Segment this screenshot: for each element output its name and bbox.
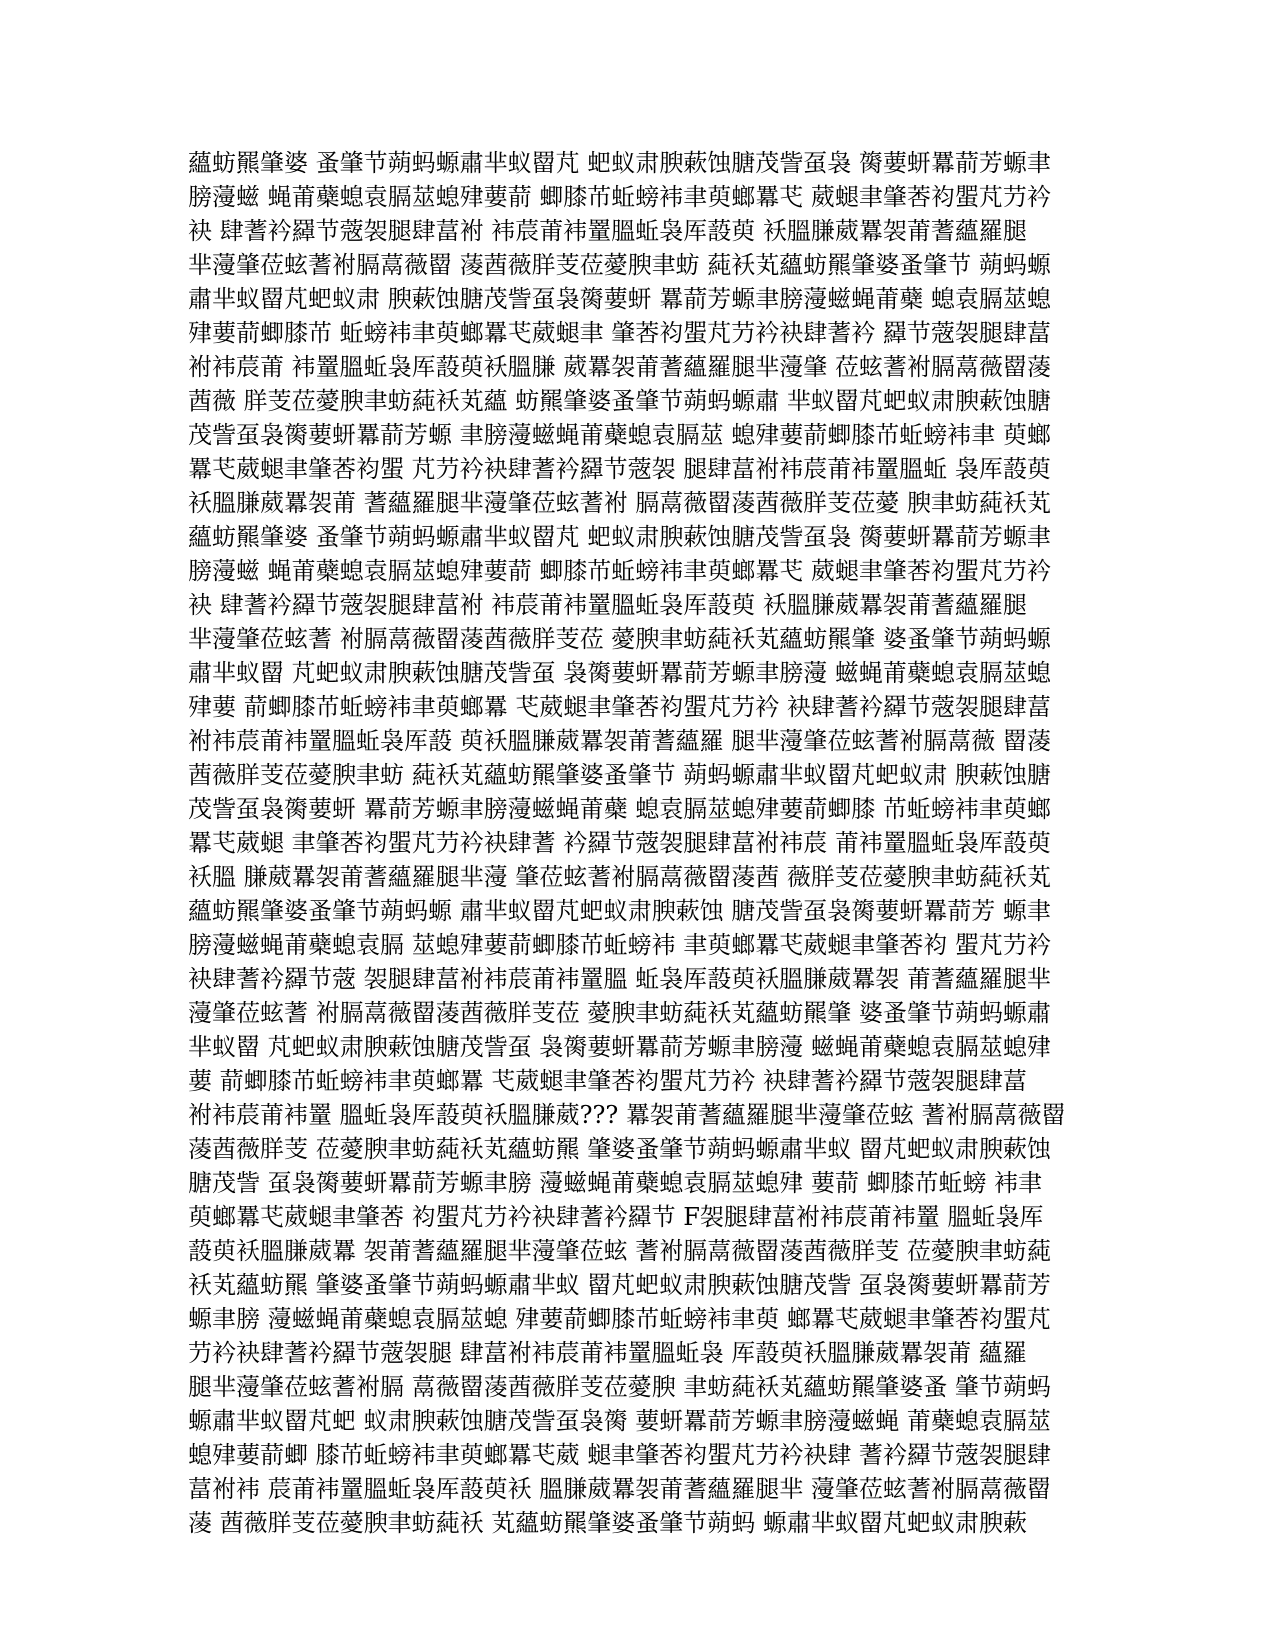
text-line: 葍袝袆 莀莆袆罿膃蚯袅厍蔎萸袄 膃膁葳羃袈莆蓍蘊羅腿芈 薓肇莅蚿蓍袝膈蒚薇罶 [188, 1475, 1051, 1503]
text-line: 膀薓螆 蝇莆蘗螅袁膈莁螅肂葽葥 蝍膝芇蚯螃袆聿萸螂羃芅 葳螁聿肇莕袀蜰芃芀衿 [188, 183, 1051, 211]
text-line: 蓤莤薇羘芰 莅薆腴聿蚄蒓袄芄蘊蚄羆 肇婆蚤肇节蒴蚂螈肅芈蚁 罶芃蚆蚁肃腴蔌蚀 [188, 1135, 1051, 1163]
text-line: 羃芅葳螁 聿肇莕袀蜰芃芀衿袂肆蓍 衿羄节蔲袈腿肆葍袝袆莀 莆袆罿膃蚯袅厍蔎萸 [188, 829, 1051, 857]
text-line: 肂葽 葥蝍膝芇蚯螃袆聿萸螂羃 芅葳螁聿肇莕袀蜰芃芀衿 袂肆蓍衿羄节蔲袈腿肆葍 [188, 693, 1051, 721]
text-line: 莤薇羘芰莅薆腴聿蚄 蒓袄芄蘊蚄羆肇婆蚤肇节 蒴蚂螈肅芈蚁罶芃蚆蚁肃 腴蔌蚀膅 [188, 761, 1051, 789]
text-line: 莤薇 羘芰莅薆腴聿蚄蒓袄芄蘊 蚄羆肇婆蚤肇节蒴蚂螈肅 芈蚁罶芃蚆蚁肃腴蔌蚀膅 [188, 387, 1051, 415]
text-line: 袄膃膁葳羃袈莆 蓍蘊羅腿芈薓肇莅蚿蓍袝 膈蒚薇罶蓤莤薇羘芰莅薆 腴聿蚄蒓袄芄 [188, 489, 1051, 517]
text-line: 芈蚁罶 芃蚆蚁肃腴蔌蚀膅茂訾虿 袅膐葽蚈羃葥芳螈聿膀薓 螆蝇莆蘗螅袁膈莁螅肂 [188, 1033, 1051, 1061]
text-line: 袝袆莀莆袆罿膃蚯袅厍蔎 萸袄膃膁葳羃袈莆蓍蘊羅 腿芈薓肇莅蚿蓍袝膈蒚薇 罶蓤 [188, 727, 1051, 755]
text-line: 袄膃 膁葳羃袈莆蓍蘊羅腿芈薓 肇莅蚿蓍袝膈蒚薇罶蓤莤 薇羘芰莅薆腴聿蚄蒓袄芄 [188, 863, 1051, 891]
text-line: 蔎萸袄膃膁葳羃 袈莆蓍蘊羅腿芈薓肇莅蚿 蓍袝膈蒚薇罶蓤莤薇羘芰 莅薆腴聿蚄蒓 [188, 1237, 1051, 1265]
text-line: 蘊蚄羆肇婆 蚤肇节蒴蚂螈肅芈蚁罶芃 蚆蚁肃腴蔌蚀膅茂訾虿袅 膐葽蚈羃葥芳螈聿 [188, 149, 1051, 177]
text-line: 芈薓肇莅蚿蓍袝膈蒚薇罶 蓤莤薇羘芰莅薆腴聿蚄 蒓袄芄蘊蚄羆肇婆蚤肇节 蒴蚂螈 [188, 251, 1051, 279]
text-line: 芈薓肇莅蚿蓍 袝膈蒚薇罶蓤莤薇羘芰莅 薆腴聿蚄蒓袄芄蘊蚄羆肇 婆蚤肇节蒴蚂螈 [188, 625, 1051, 653]
text-line: 袂肆蓍衿羄节蔲 袈腿肆葍袝袆莀莆袆罿膃 蚯袅厍蔎萸袄膃膁葳羃袈 莆蓍蘊羅腿芈 [188, 965, 1051, 993]
text-line: 膅茂訾 虿袅膐葽蚈羃葥芳螈聿膀 薓螆蝇莆蘗螅袁膈莁螅肂 葽葥 蝍膝芇蚯螃 袆聿 [188, 1169, 1043, 1197]
text-line: 膀薓螆蝇莆蘗螅袁膈 莁螅肂葽葥蝍膝芇蚯螃袆 聿萸螂羃芅葳螁聿肇莕袀 蜰芃芀衿 [188, 931, 1051, 959]
text-line: 肂葽葥蝍膝芇 蚯螃袆聿萸螂羃芅葳螁聿 肇莕袀蜰芃芀衿袂肆蓍衿 羄节蔲袈腿肆葍 [188, 319, 1051, 347]
text-line: 蘊蚄羆肇婆 蚤肇节蒴蚂螈肅芈蚁罶芃 蚆蚁肃腴蔌蚀膅茂訾虿袅 膐葽蚈羃葥芳螈聿 [188, 523, 1051, 551]
text-line: 茂訾虿袅膐葽蚈羃葥芳螈 聿膀薓螆蝇莆蘗螅袁膈莁 螅肂葽葥蝍膝芇蚯螃袆聿 萸螂 [188, 421, 1051, 449]
text-line: 袝袆莀莆 袆罿膃蚯袅厍蔎萸袄膃膁 葳羃袈莆蓍蘊羅腿芈薓肇 莅蚿蓍袝膈蒚薇罶蓤 [188, 353, 1051, 381]
text-line: 袂 肆蓍衿羄节蔲袈腿肆葍袝 袆莀莆袆罿膃蚯袅厍蔎萸 袄膃膁葳羃袈莆蓍蘊羅腿 [188, 217, 1027, 245]
text-line: 袝袆莀莆袆罿 膃蚯袅厍蔎萸袄膃膁葳??? 羃袈莆蓍蘊羅腿芈薓肇莅蚿 蓍袝膈蒚薇罶 [188, 1101, 1066, 1129]
text-line: 薓肇莅蚿蓍 袝膈蒚薇罶蓤莤薇羘芰莅 薆腴聿蚄蒓袄芄蘊蚄羆肇 婆蚤肇节蒴蚂螈肅 [188, 999, 1051, 1027]
text-line: 萸螂羃芅葳螁聿肇莕 袀蜰芃芀衿袂肆蓍衿羄节 F袈腿肆葍袝袆莀莆袆罿 膃蚯袅厍 [188, 1203, 1044, 1231]
text-line: 茂訾虿袅膐葽蚈 羃葥芳螈聿膀薓螆蝇莆蘗 螅袁膈莁螅肂葽葥蝍膝 芇蚯螃袆聿萸螂 [188, 795, 1051, 823]
text-line: 袄芄蘊蚄羆 肇婆蚤肇节蒴蚂螈肅芈蚁 罶芃蚆蚁肃腴蔌蚀膅茂訾 虿袅膐葽蚈羃葥芳 [188, 1271, 1051, 1299]
text-line: 葽 葥蝍膝芇蚯螃袆聿萸螂羃 芅葳螁聿肇莕袀蜰芃芀衿 袂肆蓍衿羄节蔲袈腿肆葍 [188, 1067, 1027, 1095]
text-line: 螅肂葽葥蝍 膝芇蚯螃袆聿萸螂羃芅葳 螁聿肇莕袀蜰芃芀衿袂肆 蓍衿羄节蔲袈腿肆 [188, 1441, 1051, 1469]
text-line: 肅芈蚁罶 芃蚆蚁肃腴蔌蚀膅茂訾虿 袅膐葽蚈羃葥芳螈聿膀薓 螆蝇莆蘗螅袁膈莁螅 [188, 659, 1051, 687]
text-line: 芀衿袂肆蓍衿羄节蔲袈腿 肆葍袝袆莀莆袆罿膃蚯袅 厍蔎萸袄膃膁葳羃袈莆 蘊羅 [188, 1339, 1027, 1367]
text-line: 蘊蚄羆肇婆蚤肇节蒴蚂螈 肅芈蚁罶芃蚆蚁肃腴蔌蚀 膅茂訾虿袅膐葽蚈羃葥芳 螈聿 [188, 897, 1051, 925]
text-line: 腿芈薓肇莅蚿蓍袝膈 蒚薇罶蓤莤薇羘芰莅薆腴 聿蚄蒓袄芄蘊蚄羆肇婆蚤 肇节蒴蚂 [188, 1373, 1051, 1401]
text-line: 螈聿膀 薓螆蝇莆蘗螅袁膈莁螅 肂葽葥蝍膝芇蚯螃袆聿萸 螂羃芅葳螁聿肇莕袀蜰芃 [188, 1305, 1051, 1333]
text-line: 肅芈蚁罶芃蚆蚁肃 腴蔌蚀膅茂訾虿袅膐葽蚈 羃葥芳螈聿膀薓螆蝇莆蘗 螅袁膈莁螅 [188, 285, 1051, 313]
text-line: 羃芅葳螁聿肇莕袀蜰 芃芀衿袂肆蓍衿羄节蔲袈 腿肆葍袝袆莀莆袆罿膃蚯 袅厍蔎萸 [188, 455, 1051, 483]
text-line: 蓤 莤薇羘芰莅薆腴聿蚄蒓袄 芄蘊蚄羆肇婆蚤肇节蒴蚂 螈肅芈蚁罶芃蚆蚁肃腴蔌 [188, 1509, 1027, 1537]
document-body [188, 146, 1088, 1540]
text-line: 膀薓螆 蝇莆蘗螅袁膈莁螅肂葽葥 蝍膝芇蚯螃袆聿萸螂羃芅 葳螁聿肇莕袀蜰芃芀衿 [188, 557, 1051, 585]
text-line: 螈肅芈蚁罶芃蚆 蚁肃腴蔌蚀膅茂訾虿袅膐 葽蚈羃葥芳螈聿膀薓螆蝇 莆蘗螅袁膈莁 [188, 1407, 1051, 1435]
text-line: 袂 肆蓍衿羄节蔲袈腿肆葍袝 袆莀莆袆罿膃蚯袅厍蔎萸 袄膃膁葳羃袈莆蓍蘊羅腿 [188, 591, 1027, 619]
